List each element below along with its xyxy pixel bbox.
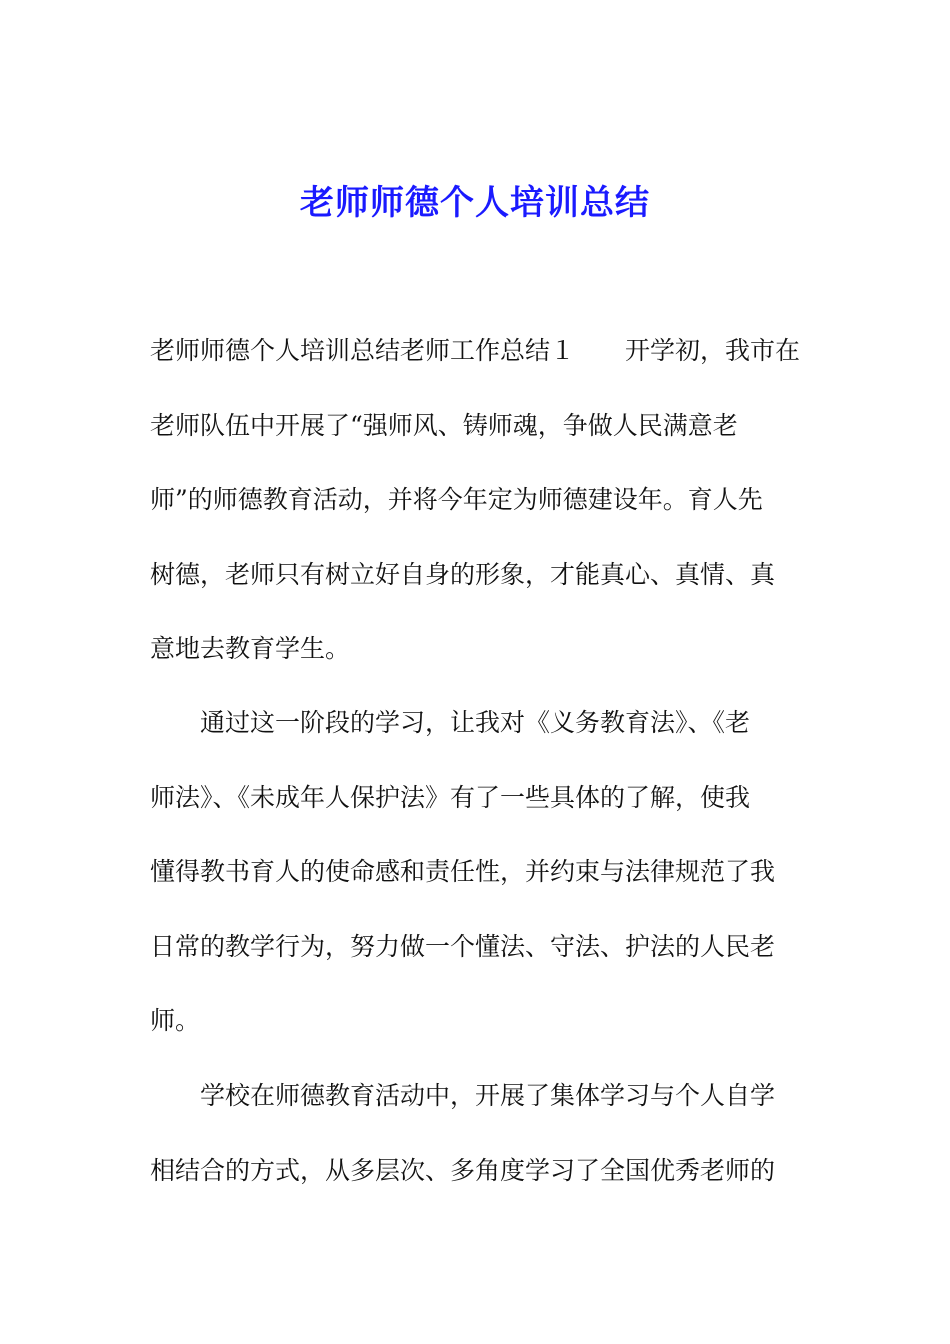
paragraph-1 (150, 314, 810, 687)
paragraph-text: 开学初，我市在 (625, 336, 801, 365)
paragraph-line (150, 314, 810, 389)
paragraph-line: 老师队伍中开展了“强师风、铸师魂，争做人民满意老 (150, 410, 738, 440)
paragraph-line: 师法》、《未成年人保护法》有了一些具体的了解，使我 (150, 782, 751, 812)
summary-heading: 老师师德个人培训总结老师工作总结１ (150, 336, 576, 365)
paragraph-line: 相结合的方式，从多层次、多角度学习了全国优秀老师的 (150, 1155, 776, 1185)
paragraph-text: 学校在师德教育活动中，开展了集体学习与个人自学 (200, 1081, 776, 1110)
paragraph-line: 师。 (150, 1006, 201, 1035)
paragraph-2 (150, 686, 810, 1059)
paragraph-line (150, 1059, 810, 1134)
document-title: 老师师德个人培训总结 (300, 183, 650, 223)
paragraph-line: 意地去教育学生。 (150, 634, 351, 663)
paragraph-line: 师”的师德教育活动，并将今年定为师德建设年。育人先 (150, 485, 763, 514)
paragraph-3 (150, 1059, 810, 1208)
paragraph-line: 懂得教书育人的使命感和责任性，并约束与法律规范了我 (150, 857, 776, 886)
paragraph-text: 通过这一阶段的学习，让我对《义务教育法》、《老 (200, 708, 751, 737)
paragraph-line: 树德，老师只有树立好自身的形象，才能真心、真情、真 (150, 559, 776, 589)
paragraph-line: 日常的教学行为，努力做一个懂法、守法、护法的人民老 (150, 931, 776, 961)
paragraph-line (150, 686, 810, 761)
